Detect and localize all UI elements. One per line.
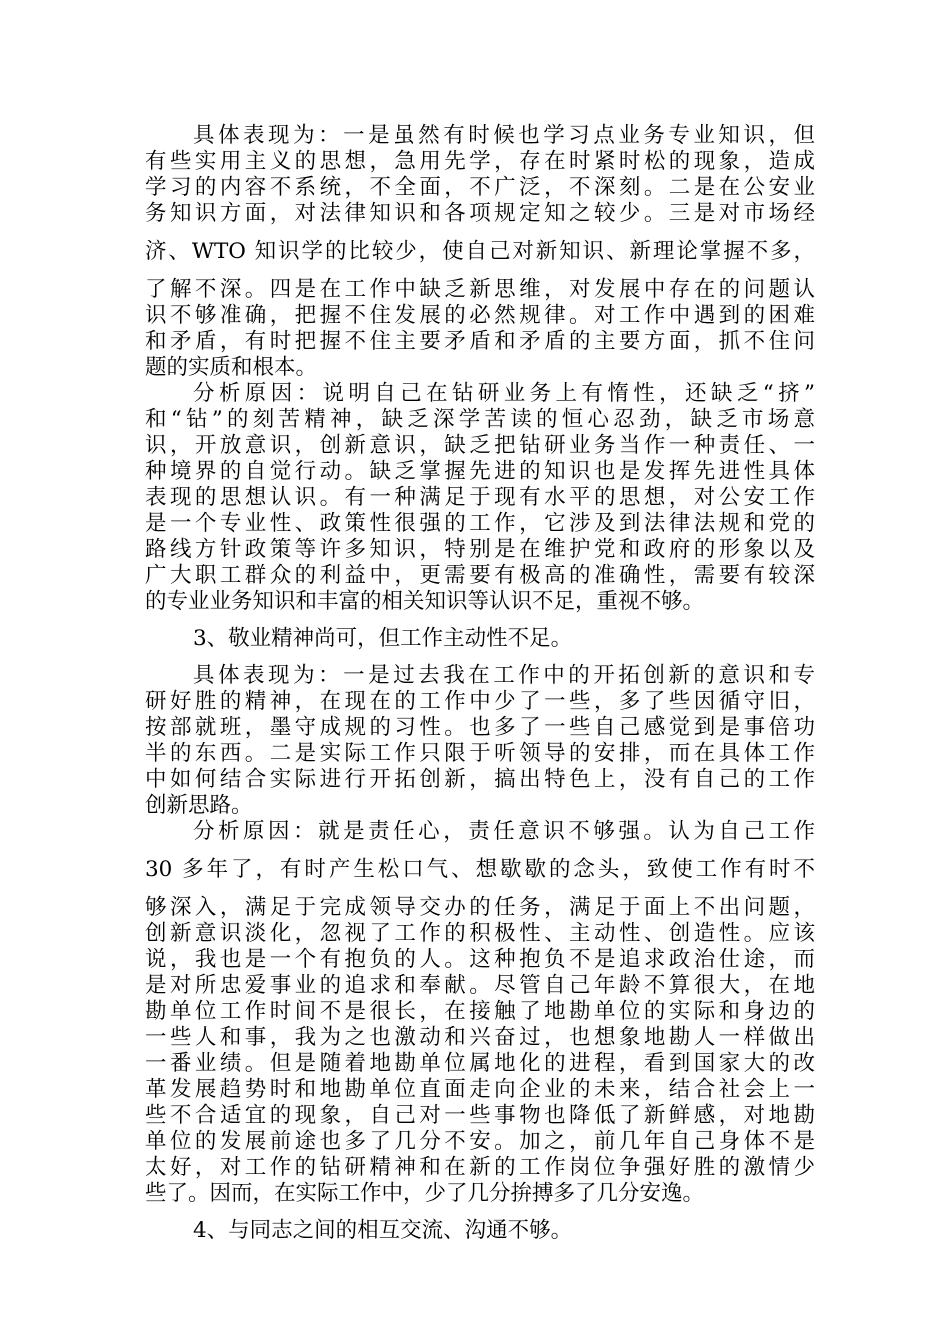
text-line: 按部就班，墨守成规的习性。也多了一些自己感觉到是事倍功 bbox=[145, 715, 815, 740]
text-line: 表现的思想认识。有一种满足于现有水平的思想，对公安工作 bbox=[145, 485, 815, 510]
text-line: 半的东西。二是实际工作只限于听领导的安排，而在具体工作 bbox=[145, 741, 815, 766]
text-line: 广大职工群众的利益中，更需要有极高的准确性，需要有较深 bbox=[145, 563, 815, 588]
text-line: 勘单位工作时间不是很长，在接触了地勘单位的实际和身边的 bbox=[145, 999, 815, 1024]
text-line: 和“钻”的刻苦精神，缺乏深学苦读的恒心忍劲，缺乏市场意 bbox=[145, 407, 815, 432]
text-line: 够深入，满足于完成领导交办的任务，满足于面上不出问题， bbox=[145, 895, 815, 920]
text-line: 具体表现为：一是过去我在工作中的开拓创新的意识和专 bbox=[193, 663, 815, 688]
text-line: 单位的发展前途也多了几分不安。加之，前几年自己身体不是 bbox=[145, 1129, 815, 1154]
text-line: 具体表现为：一是虽然有时候也学习点业务专业知识，但 bbox=[193, 123, 815, 148]
text-line: 分析原因：就是责任心，责任意识不够强。认为自己工作 bbox=[193, 819, 815, 844]
text-line: 些了。因而，在实际工作中，少了几分拚搏多了几分安逸。 bbox=[145, 1181, 705, 1206]
text-line: 种境界的自觉行动。缺乏掌握先进的知识也是发挥先进性具体 bbox=[145, 459, 815, 484]
section-heading: 3、敬业精神尚可，但工作主动性不足。 bbox=[193, 626, 573, 651]
text-line: 革发展趋势时和地勘单位直面走向企业的未来，结合社会上一 bbox=[145, 1077, 815, 1102]
text-line: 了解不深。四是在工作中缺乏新思维，对发展中存在的问题认 bbox=[145, 277, 815, 302]
text-line: 研好胜的精神，在现在的工作中少了一些，多了些因循守旧， bbox=[145, 689, 815, 714]
text-line: 学习的内容不系统，不全面，不广泛，不深刻。二是在公安业 bbox=[145, 175, 815, 200]
text-line: 是对所忠爱事业的追求和奉献。尽管自己年龄不算很大，在地 bbox=[145, 973, 815, 998]
text-line: 的专业业务知识和丰富的相关知识等认识不足，重视不够。 bbox=[145, 589, 705, 614]
text-line: 路线方针政策等许多知识，特别是在维护党和政府的形象以及 bbox=[145, 537, 815, 562]
text-line: 有些实用主义的思想，急用先学，存在时紧时松的现象，造成 bbox=[145, 149, 815, 174]
section-heading: 4、与同志之间的相互交流、沟通不够。 bbox=[193, 1218, 573, 1243]
text-line: 识不够准确，把握不住发展的必然规律。对工作中遇到的困难 bbox=[145, 303, 815, 328]
text-line: 济、WTO 知识学的比较少，使自己对新知识、新理论掌握不多， bbox=[145, 239, 815, 264]
text-line: 识，开放意识，创新意识，缺乏把钻研业务当作一种责任、一 bbox=[145, 433, 815, 458]
text-line: 说，我也是一个有抱负的人。这种抱负不是追求政治仕途，而 bbox=[145, 947, 815, 972]
text-line: 30 多年了，有时产生松口气、想歇歇的念头，致使工作有时不 bbox=[145, 857, 815, 882]
text-line: 题的实质和根本。 bbox=[145, 355, 318, 380]
text-line: 是一个专业性、政策性很强的工作，它涉及到法律法规和党的 bbox=[145, 511, 815, 536]
text-line: 一番业绩。但是随着地勘单位属地化的进程，看到国家大的改 bbox=[145, 1051, 815, 1076]
text-line: 中如何结合实际进行开拓创新，搞出特色上，没有自己的工作 bbox=[145, 767, 815, 792]
text-line: 务知识方面，对法律知识和各项规定知之较少。三是对市场经 bbox=[145, 201, 815, 226]
text-line: 太好，对工作的钻研精神和在新的工作岗位争强好胜的激情少 bbox=[145, 1155, 815, 1180]
text-line: 些不合适宜的现象，自己对一些事物也降低了新鲜感，对地勘 bbox=[145, 1103, 815, 1128]
text-line: 分析原因：说明自己在钻研业务上有惰性，还缺乏“挤” bbox=[193, 381, 815, 406]
text-line: 创新意识淡化，忽视了工作的积极性、主动性、创造性。应该 bbox=[145, 921, 815, 946]
text-line: 创新思路。 bbox=[145, 793, 253, 818]
text-line: 和矛盾，有时把握不住主要矛盾和矛盾的主要方面，抓不住问 bbox=[145, 329, 815, 354]
text-line: 一些人和事，我为之也激动和兴奋过，也想象地勘人一样做出 bbox=[145, 1025, 815, 1050]
